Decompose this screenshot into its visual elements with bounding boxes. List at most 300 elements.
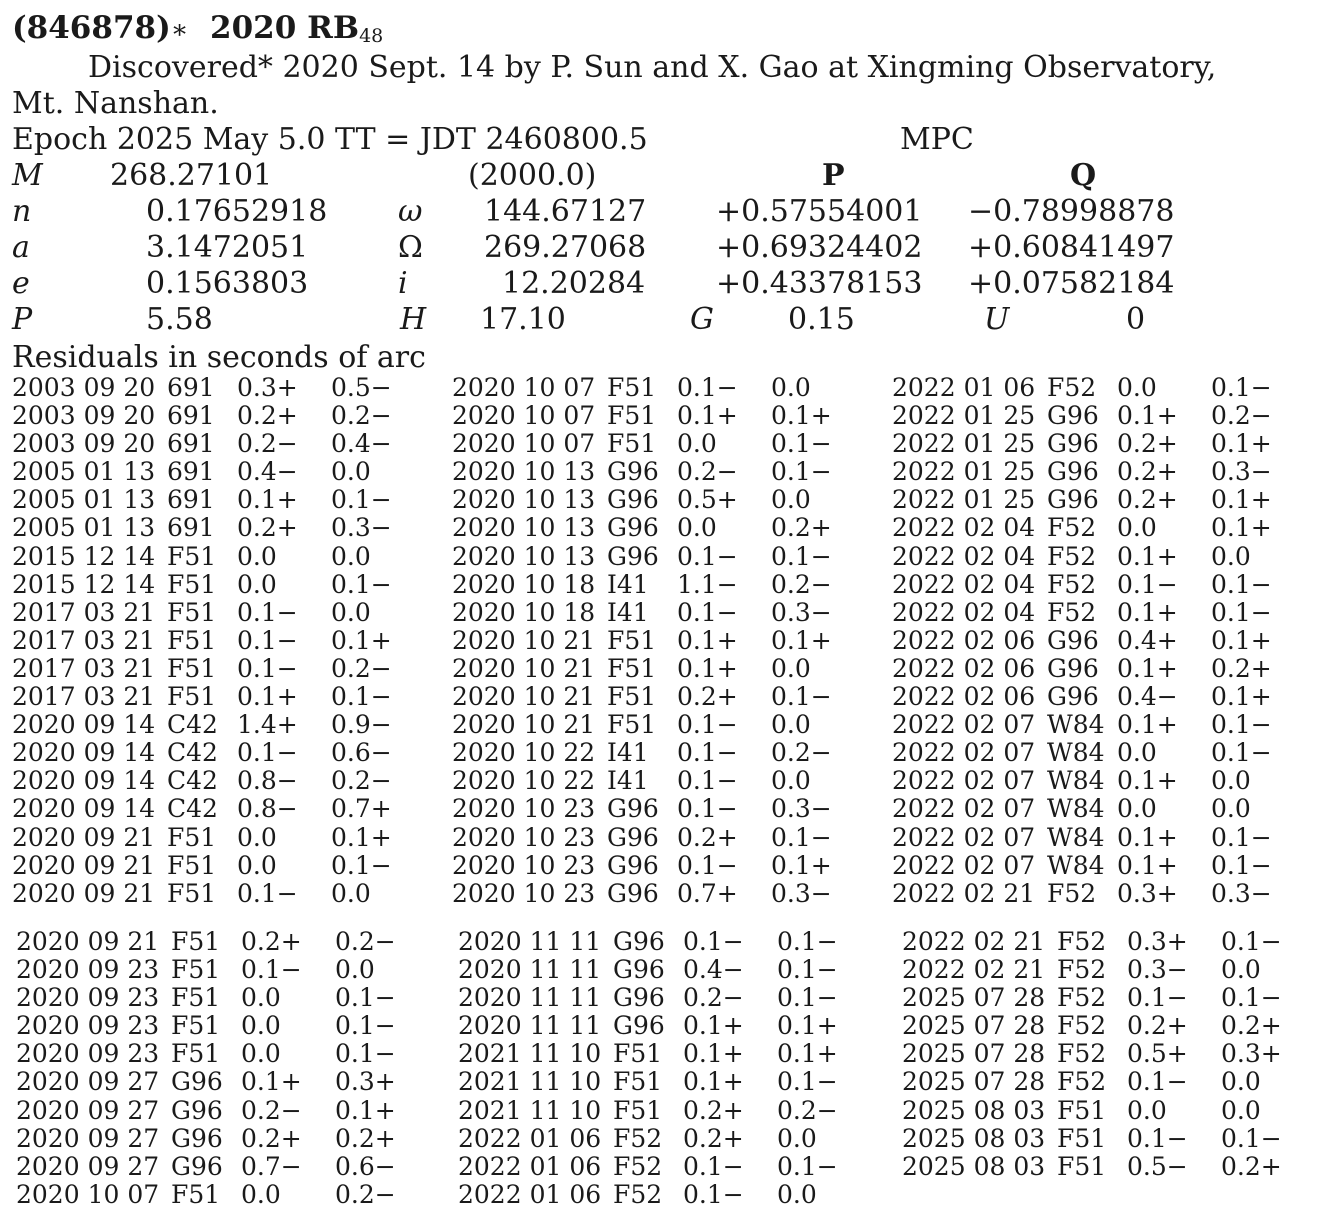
obs-code: G96 — [1047, 401, 1099, 431]
ra-residual: 0.4− — [683, 955, 744, 985]
obs-code: C42 — [167, 710, 218, 740]
obs-date: 2020 10 21 — [452, 653, 596, 683]
ra-residual: 0.2+ — [677, 822, 738, 852]
ra-residual: 0.2− — [241, 1095, 302, 1125]
residual-row — [892, 824, 1291, 852]
residual-row — [452, 571, 851, 599]
residual-row — [892, 739, 1291, 767]
dec-residual: 0.1− — [1221, 927, 1282, 956]
discovery-line-2: Mt. Nanshan. — [12, 86, 219, 121]
obs-date: 2020 09 21 — [12, 850, 156, 880]
obs-date: 2020 09 23 — [16, 983, 160, 1013]
dec-residual: 0.6− — [335, 1151, 396, 1181]
obs-code: F51 — [171, 1039, 221, 1069]
obs-code: W84 — [1047, 738, 1105, 768]
ra-residual: 0.0 — [1117, 738, 1157, 768]
ra-residual: 0.1− — [683, 927, 744, 956]
dec-residual: 0.1− — [777, 1067, 838, 1097]
dec-residual: 0.0 — [771, 485, 811, 515]
obs-date: 2020 10 18 — [452, 597, 596, 627]
dec-residual: 0.3− — [771, 794, 832, 824]
obs-date: 2017 03 21 — [12, 625, 156, 655]
obs-code: W84 — [1047, 850, 1105, 880]
obs-code: G96 — [607, 794, 659, 824]
dec-residual: 0.2+ — [771, 513, 832, 543]
ra-residual: 0.1+ — [1117, 850, 1178, 880]
label-e: e — [12, 266, 30, 301]
obs-code: G96 — [171, 1067, 223, 1097]
obs-code: F51 — [167, 569, 217, 599]
obs-date: 2022 02 04 — [892, 569, 1036, 599]
ra-residual: 0.0 — [241, 1011, 281, 1041]
dec-residual: 0.1− — [771, 822, 832, 852]
obs-date: 2020 09 27 — [16, 1123, 160, 1153]
value-U: 0 — [1126, 302, 1146, 337]
residual-row — [12, 571, 411, 599]
dec-residual: 0.2− — [771, 569, 832, 599]
obs-date: 2020 10 23 — [452, 878, 596, 908]
equinox-label: (2000.0) — [468, 158, 597, 193]
dec-residual: 0.6− — [331, 738, 392, 768]
residual-row — [12, 599, 411, 627]
obs-date: 2022 02 06 — [892, 653, 1036, 683]
residual-row — [458, 1097, 857, 1125]
obs-code: G96 — [607, 513, 659, 543]
ra-residual: 0.3+ — [1127, 927, 1188, 956]
dec-residual: 0.1+ — [777, 1011, 838, 1041]
obs-code: F52 — [1047, 373, 1097, 402]
value-period: 5.58 — [146, 302, 213, 337]
value-Qz: +0.07582184 — [968, 266, 1175, 301]
dec-residual: 0.2− — [335, 1179, 396, 1209]
dec-residual: 0.1− — [771, 541, 832, 571]
obs-date: 2003 09 20 — [12, 401, 156, 431]
residual-row — [16, 1068, 415, 1096]
dec-residual: 0.0 — [331, 457, 371, 487]
obs-date: 2020 10 13 — [452, 485, 596, 515]
ra-residual: 0.2− — [237, 429, 298, 459]
ra-residual: 0.2+ — [237, 401, 298, 431]
dec-residual: 0.0 — [331, 878, 371, 908]
residual-row — [892, 683, 1291, 711]
residual-row — [892, 430, 1291, 458]
ra-residual: 0.1+ — [677, 625, 738, 655]
value-e: 0.1563803 — [146, 266, 309, 301]
obs-code: F51 — [613, 1067, 663, 1097]
residual-row — [12, 711, 411, 739]
obs-date: 2017 03 21 — [12, 597, 156, 627]
header-Q: Q — [1070, 158, 1097, 193]
obs-code: F51 — [167, 822, 217, 852]
obs-code: F51 — [607, 429, 657, 459]
dec-residual: 0.1− — [335, 1039, 396, 1069]
obs-date: 2022 02 07 — [892, 822, 1036, 852]
dec-residual: 0.1+ — [1211, 513, 1272, 543]
residual-row — [458, 956, 857, 984]
dec-residual: 0.1− — [777, 1151, 838, 1181]
residual-row — [452, 402, 851, 430]
value-omega: 144.67127 — [484, 194, 647, 229]
dec-residual: 0.1− — [777, 955, 838, 985]
obs-code: G96 — [613, 1011, 665, 1041]
residuals-title: Residuals in seconds of arc — [12, 340, 426, 375]
dec-residual: 0.0 — [335, 955, 375, 985]
ra-residual: 0.8− — [237, 794, 298, 824]
residual-row — [892, 486, 1291, 514]
residual-row — [458, 1012, 857, 1040]
source-label: MPC — [900, 122, 974, 157]
residual-row — [892, 402, 1291, 430]
dec-residual: 0.2− — [331, 401, 392, 431]
obs-date: 2020 11 11 — [458, 955, 602, 985]
value-G: 0.15 — [788, 302, 855, 337]
residual-row — [16, 956, 415, 984]
label-i: i — [398, 266, 408, 301]
obs-date: 2020 09 21 — [12, 822, 156, 852]
obs-date: 2020 09 23 — [16, 955, 160, 985]
obs-date: 2022 02 07 — [892, 794, 1036, 824]
residual-row — [902, 1153, 1301, 1181]
ra-residual: 1.4+ — [237, 710, 298, 740]
ra-residual: 0.1+ — [683, 1011, 744, 1041]
ra-residual: 0.1− — [1117, 569, 1178, 599]
ra-residual: 0.1+ — [1117, 822, 1178, 852]
dec-residual: 0.2+ — [1221, 1151, 1282, 1181]
ra-residual: 0.0 — [677, 513, 717, 543]
dec-residual: 0.7+ — [331, 794, 392, 824]
residual-row — [452, 543, 851, 571]
object-title — [12, 10, 383, 47]
residual-row — [16, 1040, 415, 1068]
obs-date: 2021 11 10 — [458, 1067, 602, 1097]
obs-code: F52 — [1057, 927, 1107, 956]
ra-residual: 0.2+ — [1117, 457, 1178, 487]
obs-date: 2022 02 21 — [902, 927, 1046, 956]
residuals-block1-col3 — [892, 374, 1291, 908]
obs-code: 691 — [167, 457, 215, 487]
obs-code: G96 — [1047, 653, 1099, 683]
obs-date: 2020 09 27 — [16, 1151, 160, 1181]
ra-residual: 0.1− — [683, 1179, 744, 1209]
obs-code: W84 — [1047, 822, 1105, 852]
residual-row — [12, 795, 411, 823]
obs-code: G96 — [171, 1151, 223, 1181]
obs-date: 2020 09 21 — [12, 878, 156, 908]
ra-residual: 0.1+ — [237, 682, 298, 712]
ra-residual: 0.0 — [1127, 1095, 1167, 1125]
ra-residual: 0.1− — [677, 794, 738, 824]
obs-code: I41 — [607, 597, 649, 627]
residual-row — [452, 486, 851, 514]
dec-residual: 0.0 — [331, 597, 371, 627]
residual-row — [452, 430, 851, 458]
obs-date: 2025 07 28 — [902, 1039, 1046, 1069]
dec-residual: 0.1− — [1211, 373, 1272, 402]
residual-row — [902, 1068, 1301, 1096]
ra-residual: 0.1+ — [1117, 401, 1178, 431]
ra-residual: 0.0 — [237, 822, 277, 852]
obs-date: 2022 02 06 — [892, 625, 1036, 655]
ra-residual: 0.2+ — [241, 1123, 302, 1153]
label-n: n — [12, 194, 32, 229]
residual-row — [892, 514, 1291, 542]
ra-residual: 0.1− — [237, 625, 298, 655]
header-P: P — [822, 158, 845, 193]
dec-residual: 0.0 — [777, 1179, 817, 1209]
dec-residual: 0.1+ — [331, 625, 392, 655]
obs-code: F52 — [613, 1151, 663, 1181]
residual-row — [16, 1097, 415, 1125]
obs-date: 2022 02 07 — [892, 710, 1036, 740]
residuals-block1-col1 — [12, 374, 411, 908]
obs-code: I41 — [607, 738, 649, 768]
obs-date: 2020 09 14 — [12, 738, 156, 768]
residual-row — [892, 599, 1291, 627]
obs-code: F52 — [1047, 513, 1097, 543]
dec-residual: 0.0 — [771, 766, 811, 796]
ra-residual: 0.7− — [241, 1151, 302, 1181]
residual-row — [458, 1040, 857, 1068]
residual-row — [458, 1125, 857, 1153]
residual-row — [12, 486, 411, 514]
obs-code: G96 — [607, 541, 659, 571]
obs-date: 2020 10 07 — [16, 1179, 160, 1209]
ra-residual: 0.1+ — [683, 1067, 744, 1097]
obs-date: 2022 02 04 — [892, 513, 1036, 543]
residual-row — [902, 1012, 1301, 1040]
ra-residual: 0.1− — [237, 653, 298, 683]
dec-residual: 0.1+ — [1211, 485, 1272, 515]
obs-code: F52 — [1057, 1039, 1107, 1069]
obs-date: 2020 10 21 — [452, 710, 596, 740]
obs-date: 2022 01 06 — [458, 1179, 602, 1209]
obs-date: 2022 02 07 — [892, 850, 1036, 880]
obs-date: 2020 10 13 — [452, 541, 596, 571]
residual-row — [458, 1153, 857, 1181]
residual-row — [12, 852, 411, 880]
residual-row — [12, 458, 411, 486]
residual-row — [452, 711, 851, 739]
obs-code: 691 — [167, 373, 215, 402]
residual-row — [12, 430, 411, 458]
residual-row — [12, 374, 411, 402]
residual-row — [892, 543, 1291, 571]
obs-date: 2020 09 27 — [16, 1067, 160, 1097]
residuals-block2-col1 — [16, 928, 415, 1209]
dec-residual: 0.1− — [777, 983, 838, 1013]
obs-date: 2020 09 14 — [12, 710, 156, 740]
ra-residual: 0.2+ — [1127, 1011, 1188, 1041]
dec-residual: 0.1+ — [1211, 429, 1272, 459]
ra-residual: 0.5+ — [1127, 1039, 1188, 1069]
ra-residual: 0.2+ — [683, 1095, 744, 1125]
dec-residual: 0.0 — [771, 710, 811, 740]
obs-date: 2025 07 28 — [902, 1067, 1046, 1097]
residual-row — [16, 984, 415, 1012]
ra-residual: 0.4− — [1117, 682, 1178, 712]
residual-row — [452, 852, 851, 880]
dec-residual: 0.1− — [1221, 1123, 1282, 1153]
obs-code: F52 — [1057, 1067, 1107, 1097]
obs-date: 2020 11 11 — [458, 1011, 602, 1041]
obs-date: 2020 11 11 — [458, 927, 602, 956]
dec-residual: 0.1− — [771, 682, 832, 712]
value-Py: +0.69324402 — [716, 230, 923, 265]
obs-date: 2022 02 07 — [892, 766, 1036, 796]
residual-row — [458, 1181, 857, 1209]
ra-residual: 0.0 — [1117, 794, 1157, 824]
ra-residual: 0.0 — [237, 541, 277, 571]
residual-row — [16, 928, 415, 956]
obs-date: 2015 12 14 — [12, 541, 156, 571]
residual-row — [16, 1125, 415, 1153]
obs-code: G96 — [1047, 682, 1099, 712]
dec-residual: 0.0 — [1211, 794, 1251, 824]
dec-residual: 0.9− — [331, 710, 392, 740]
ra-residual: 0.1− — [677, 766, 738, 796]
ra-residual: 0.0 — [237, 850, 277, 880]
value-Px: +0.57554001 — [716, 194, 923, 229]
residual-row — [12, 514, 411, 542]
designation-subscript: 48 — [359, 25, 384, 47]
obs-date: 2021 11 10 — [458, 1039, 602, 1069]
obs-date: 2021 11 10 — [458, 1095, 602, 1125]
obs-date: 2022 02 07 — [892, 738, 1036, 768]
obs-date: 2025 07 28 — [902, 983, 1046, 1013]
obs-date: 2020 10 13 — [452, 457, 596, 487]
obs-date: 2022 02 04 — [892, 597, 1036, 627]
ra-residual: 0.2− — [677, 457, 738, 487]
obs-code: G96 — [1047, 429, 1099, 459]
value-Pz: +0.43378153 — [716, 266, 923, 301]
obs-code: F52 — [613, 1179, 663, 1209]
residual-row — [452, 739, 851, 767]
obs-date: 2003 09 20 — [12, 429, 156, 459]
obs-code: F51 — [613, 1095, 663, 1125]
ra-residual: 0.0 — [1117, 373, 1157, 402]
value-M: 268.27101 — [110, 158, 273, 193]
dec-residual: 0.1− — [1211, 738, 1272, 768]
ra-residual: 0.0 — [241, 1179, 281, 1209]
ra-residual: 0.1− — [677, 373, 738, 402]
obs-date: 2020 10 07 — [452, 429, 596, 459]
residual-row — [902, 928, 1301, 956]
dec-residual: 0.1− — [331, 682, 392, 712]
value-Qy: +0.60841497 — [968, 230, 1175, 265]
obs-code: F52 — [1047, 569, 1097, 599]
dec-residual: 0.1+ — [331, 822, 392, 852]
ra-residual: 0.1+ — [237, 485, 298, 515]
obs-date: 2020 10 22 — [452, 738, 596, 768]
obs-code: F52 — [1057, 983, 1107, 1013]
ra-residual: 0.0 — [677, 429, 717, 459]
dec-residual: 0.2− — [777, 1095, 838, 1125]
dec-residual: 0.2− — [331, 653, 392, 683]
ra-residual: 0.2+ — [683, 1123, 744, 1153]
obs-code: F51 — [167, 653, 217, 683]
obs-date: 2015 12 14 — [12, 569, 156, 599]
ra-residual: 0.0 — [241, 1039, 281, 1069]
residual-row — [452, 795, 851, 823]
obs-date: 2022 01 25 — [892, 485, 1036, 515]
obs-date: 2020 09 14 — [12, 766, 156, 796]
dec-residual: 0.3+ — [335, 1067, 396, 1097]
ra-residual: 0.1+ — [677, 401, 738, 431]
obs-date: 2020 09 27 — [16, 1095, 160, 1125]
residual-row — [452, 374, 851, 402]
dec-residual: 0.1− — [771, 457, 832, 487]
ra-residual: 0.8− — [237, 766, 298, 796]
obs-date: 2020 10 21 — [452, 625, 596, 655]
dec-residual: 0.2+ — [1221, 1011, 1282, 1041]
obs-code: F52 — [613, 1123, 663, 1153]
residual-row — [892, 711, 1291, 739]
ra-residual: 0.1+ — [241, 1067, 302, 1097]
obs-code: F51 — [607, 653, 657, 683]
value-i: 12.20284 — [502, 266, 646, 301]
residual-row — [12, 655, 411, 683]
ra-residual: 0.1− — [237, 738, 298, 768]
residual-row — [12, 627, 411, 655]
value-a: 3.1472051 — [146, 230, 309, 265]
residual-row — [12, 767, 411, 795]
residual-row — [12, 683, 411, 711]
obs-code: F52 — [1047, 597, 1097, 627]
obs-date: 2022 01 25 — [892, 401, 1036, 431]
obs-date: 2020 10 23 — [452, 794, 596, 824]
obs-code: 691 — [167, 401, 215, 431]
ra-residual: 0.1+ — [1117, 653, 1178, 683]
obs-date: 2020 09 14 — [12, 794, 156, 824]
obs-code: F51 — [607, 401, 657, 431]
value-n: 0.17652918 — [146, 194, 328, 229]
obs-code: F51 — [167, 850, 217, 880]
dec-residual: 0.0 — [1211, 541, 1251, 571]
label-G: G — [690, 302, 714, 337]
ra-residual: 0.5+ — [677, 485, 738, 515]
residual-row — [16, 1181, 415, 1209]
obs-code: F51 — [607, 710, 657, 740]
dec-residual: 0.1− — [1221, 983, 1282, 1013]
object-designation: 2020 RB — [210, 10, 360, 46]
obs-date: 2022 01 25 — [892, 457, 1036, 487]
ra-residual: 0.1− — [1127, 1067, 1188, 1097]
obs-code: I41 — [607, 569, 649, 599]
object-number: (846878) — [12, 10, 171, 46]
ra-residual: 0.0 — [237, 569, 277, 599]
obs-code: G96 — [607, 850, 659, 880]
dec-residual: 0.3− — [771, 878, 832, 908]
value-node: 269.27068 — [484, 230, 647, 265]
obs-date: 2003 09 20 — [12, 373, 156, 402]
obs-date: 2025 08 03 — [902, 1095, 1046, 1125]
dec-residual: 0.0 — [331, 541, 371, 571]
obs-date: 2020 10 07 — [452, 401, 596, 431]
ra-residual: 0.1− — [237, 878, 298, 908]
obs-code: F51 — [1057, 1095, 1107, 1125]
obs-code: 691 — [167, 513, 215, 543]
ra-residual: 0.1+ — [1117, 710, 1178, 740]
ra-residual: 0.1− — [1127, 983, 1188, 1013]
obs-date: 2005 01 13 — [12, 457, 156, 487]
dec-residual: 0.1+ — [771, 850, 832, 880]
obs-code: F51 — [171, 927, 221, 956]
obs-date: 2020 10 23 — [452, 822, 596, 852]
dec-residual: 0.1− — [1211, 850, 1272, 880]
dec-residual: 0.1+ — [777, 1039, 838, 1069]
label-U: U — [984, 302, 1010, 337]
dec-residual: 0.1− — [331, 569, 392, 599]
